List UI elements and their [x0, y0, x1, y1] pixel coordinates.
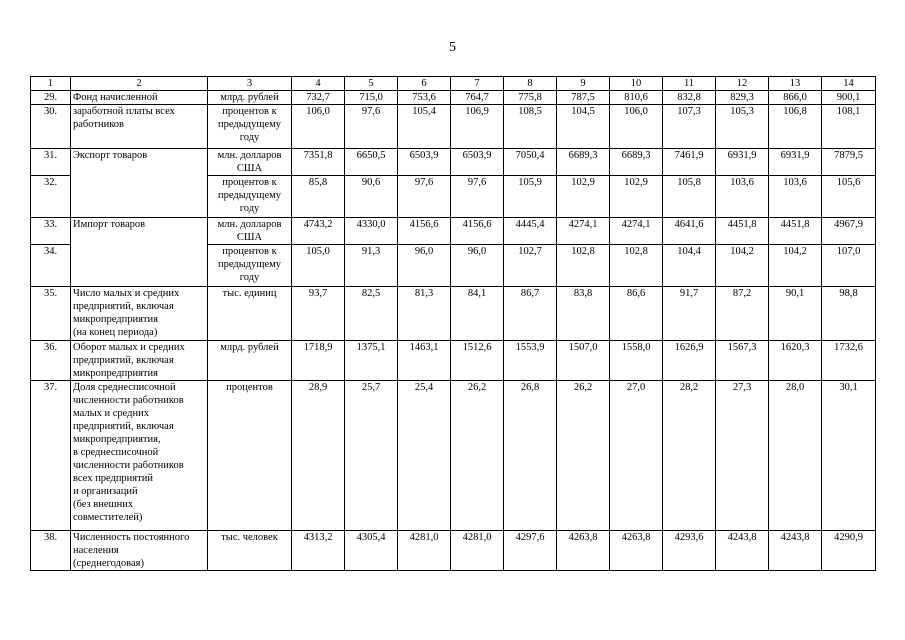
value-cell: 102,7 [504, 245, 557, 287]
value-cell: 4445,4 [504, 218, 557, 245]
value-cell: 4313,2 [292, 531, 345, 571]
value-cell: 97,6 [451, 176, 504, 218]
value-cell: 96,0 [451, 245, 504, 287]
unit: процентов к предыдущему году [208, 176, 292, 218]
indicator-name: Импорт товаров [71, 218, 208, 287]
value-cell: 104,4 [663, 245, 716, 287]
value-cell: 4281,0 [451, 531, 504, 571]
value-cell: 82,5 [345, 287, 398, 341]
unit: процентов [208, 381, 292, 531]
value-cell: 105,3 [716, 105, 769, 149]
value-cell: 98,8 [822, 287, 876, 341]
value-cell: 866,0 [769, 91, 822, 105]
unit: млрд. рублей [208, 341, 292, 381]
indicator-name: заработной платы всех работников [71, 105, 208, 149]
unit: млн. долларов США [208, 149, 292, 176]
value-cell: 104,2 [716, 245, 769, 287]
header-cell: 12 [716, 77, 769, 91]
unit: тыс. единиц [208, 287, 292, 341]
value-cell: 97,6 [345, 105, 398, 149]
indicator-name: Доля среднесписочной численности работников малых и средних предприятий, включая микропредприятия, в среднесписочной численности работников всех предприятий и организаций (без внешних совместителей) [71, 381, 208, 531]
header-cell: 13 [769, 77, 822, 91]
header-cell: 7 [451, 77, 504, 91]
row-number: 36. [31, 341, 71, 381]
value-cell: 4263,8 [557, 531, 610, 571]
indicator-name: Численность постоянного населения (среднегодовая) [71, 531, 208, 571]
value-cell: 4156,6 [398, 218, 451, 245]
header-cell: 10 [610, 77, 663, 91]
value-cell: 6689,3 [557, 149, 610, 176]
row-number: 33. [31, 218, 71, 245]
value-cell: 91,3 [345, 245, 398, 287]
value-cell: 102,9 [610, 176, 663, 218]
value-cell: 85,8 [292, 176, 345, 218]
value-cell: 732,7 [292, 91, 345, 105]
value-cell: 25,4 [398, 381, 451, 531]
value-cell: 4290,9 [822, 531, 876, 571]
value-cell: 108,1 [822, 105, 876, 149]
unit: процентов к предыдущему году [208, 245, 292, 287]
value-cell: 97,6 [398, 176, 451, 218]
table-row [31, 287, 876, 341]
value-cell: 102,9 [557, 176, 610, 218]
value-cell: 28,9 [292, 381, 345, 531]
value-cell: 105,9 [504, 176, 557, 218]
header-cell: 14 [822, 77, 876, 91]
value-cell: 106,0 [292, 105, 345, 149]
value-cell: 96,0 [398, 245, 451, 287]
value-cell: 1558,0 [610, 341, 663, 381]
indicator-table [30, 76, 876, 571]
value-cell: 90,1 [769, 287, 822, 341]
value-cell: 27,0 [610, 381, 663, 531]
value-cell: 6503,9 [398, 149, 451, 176]
value-cell: 102,8 [557, 245, 610, 287]
value-cell: 832,8 [663, 91, 716, 105]
row-number: 35. [31, 287, 71, 341]
value-cell: 4274,1 [610, 218, 663, 245]
header-cell: 1 [31, 77, 71, 91]
value-cell: 107,3 [663, 105, 716, 149]
value-cell: 90,6 [345, 176, 398, 218]
value-cell: 1375,1 [345, 341, 398, 381]
header-cell: 6 [398, 77, 451, 91]
value-cell: 104,2 [769, 245, 822, 287]
header-cell: 8 [504, 77, 557, 91]
row-number: 31. [31, 149, 71, 176]
value-cell: 900,1 [822, 91, 876, 105]
row-number: 30. [31, 105, 71, 149]
header-cell: 5 [345, 77, 398, 91]
unit: процентов к предыдущему году [208, 105, 292, 149]
value-cell: 107,0 [822, 245, 876, 287]
value-cell: 1553,9 [504, 341, 557, 381]
table-row [31, 341, 876, 381]
value-cell: 102,8 [610, 245, 663, 287]
value-cell: 4305,4 [345, 531, 398, 571]
page-number: 5 [449, 40, 456, 55]
value-cell: 7461,9 [663, 149, 716, 176]
value-cell: 4281,0 [398, 531, 451, 571]
value-cell: 4451,8 [716, 218, 769, 245]
value-cell: 6689,3 [610, 149, 663, 176]
table-row [31, 381, 876, 531]
value-cell: 1732,6 [822, 341, 876, 381]
value-cell: 93,7 [292, 287, 345, 341]
header-cell: 11 [663, 77, 716, 91]
header-cell: 9 [557, 77, 610, 91]
value-cell: 753,6 [398, 91, 451, 105]
row-number: 29. [31, 91, 71, 105]
value-cell: 104,5 [557, 105, 610, 149]
value-cell: 105,8 [663, 176, 716, 218]
value-cell: 87,2 [716, 287, 769, 341]
value-cell: 26,8 [504, 381, 557, 531]
value-cell: 28,0 [769, 381, 822, 531]
value-cell: 105,0 [292, 245, 345, 287]
value-cell: 4293,6 [663, 531, 716, 571]
value-cell: 7351,8 [292, 149, 345, 176]
value-cell: 6931,9 [716, 149, 769, 176]
value-cell: 829,3 [716, 91, 769, 105]
indicator-name: Фонд начисленной [71, 91, 208, 105]
value-cell: 108,5 [504, 105, 557, 149]
table-row [31, 91, 876, 105]
value-cell: 810,6 [610, 91, 663, 105]
value-cell: 4274,1 [557, 218, 610, 245]
value-cell: 30,1 [822, 381, 876, 531]
table-row [31, 531, 876, 571]
value-cell: 106,8 [769, 105, 822, 149]
value-cell: 4967,9 [822, 218, 876, 245]
value-cell: 715,0 [345, 91, 398, 105]
value-cell: 27,3 [716, 381, 769, 531]
value-cell: 1626,9 [663, 341, 716, 381]
value-cell: 91,7 [663, 287, 716, 341]
value-cell: 26,2 [557, 381, 610, 531]
header-row [31, 77, 876, 91]
header-cell: 2 [71, 77, 208, 91]
value-cell: 6503,9 [451, 149, 504, 176]
row-number: 34. [31, 245, 71, 287]
unit: тыс. человек [208, 531, 292, 571]
header-cell: 3 [208, 77, 292, 91]
value-cell: 1507,0 [557, 341, 610, 381]
indicator-name: Экспорт товаров [71, 149, 208, 218]
value-cell: 103,6 [769, 176, 822, 218]
value-cell: 83,8 [557, 287, 610, 341]
value-cell: 7879,5 [822, 149, 876, 176]
value-cell: 4641,6 [663, 218, 716, 245]
value-cell: 6650,5 [345, 149, 398, 176]
value-cell: 26,2 [451, 381, 504, 531]
value-cell: 4330,0 [345, 218, 398, 245]
value-cell: 28,2 [663, 381, 716, 531]
value-cell: 1718,9 [292, 341, 345, 381]
value-cell: 6931,9 [769, 149, 822, 176]
unit: млн. долларов США [208, 218, 292, 245]
value-cell: 7050,4 [504, 149, 557, 176]
table-row [31, 105, 876, 149]
value-cell: 4156,6 [451, 218, 504, 245]
value-cell: 764,7 [451, 91, 504, 105]
value-cell: 1463,1 [398, 341, 451, 381]
value-cell: 4243,8 [716, 531, 769, 571]
indicator-name: Оборот малых и средних предприятий, включая микропредприятия [71, 341, 208, 381]
value-cell: 86,6 [610, 287, 663, 341]
table-row [31, 218, 876, 245]
value-cell: 1567,3 [716, 341, 769, 381]
value-cell: 86,7 [504, 287, 557, 341]
value-cell: 106,0 [610, 105, 663, 149]
unit: млрд. рублей [208, 91, 292, 105]
table-row [31, 149, 876, 176]
value-cell: 4451,8 [769, 218, 822, 245]
header-cell: 4 [292, 77, 345, 91]
value-cell: 106,9 [451, 105, 504, 149]
value-cell: 84,1 [451, 287, 504, 341]
value-cell: 1620,3 [769, 341, 822, 381]
row-number: 32. [31, 176, 71, 218]
value-cell: 4297,6 [504, 531, 557, 571]
value-cell: 25,7 [345, 381, 398, 531]
value-cell: 787,5 [557, 91, 610, 105]
row-number: 37. [31, 381, 71, 531]
value-cell: 81,3 [398, 287, 451, 341]
indicator-name: Число малых и средних предприятий, включая микропредприятия (на конец периода) [71, 287, 208, 341]
row-number: 38. [31, 531, 71, 571]
value-cell: 105,4 [398, 105, 451, 149]
value-cell: 1512,6 [451, 341, 504, 381]
value-cell: 4743,2 [292, 218, 345, 245]
value-cell: 775,8 [504, 91, 557, 105]
value-cell: 4263,8 [610, 531, 663, 571]
value-cell: 105,6 [822, 176, 876, 218]
value-cell: 103,6 [716, 176, 769, 218]
value-cell: 4243,8 [769, 531, 822, 571]
